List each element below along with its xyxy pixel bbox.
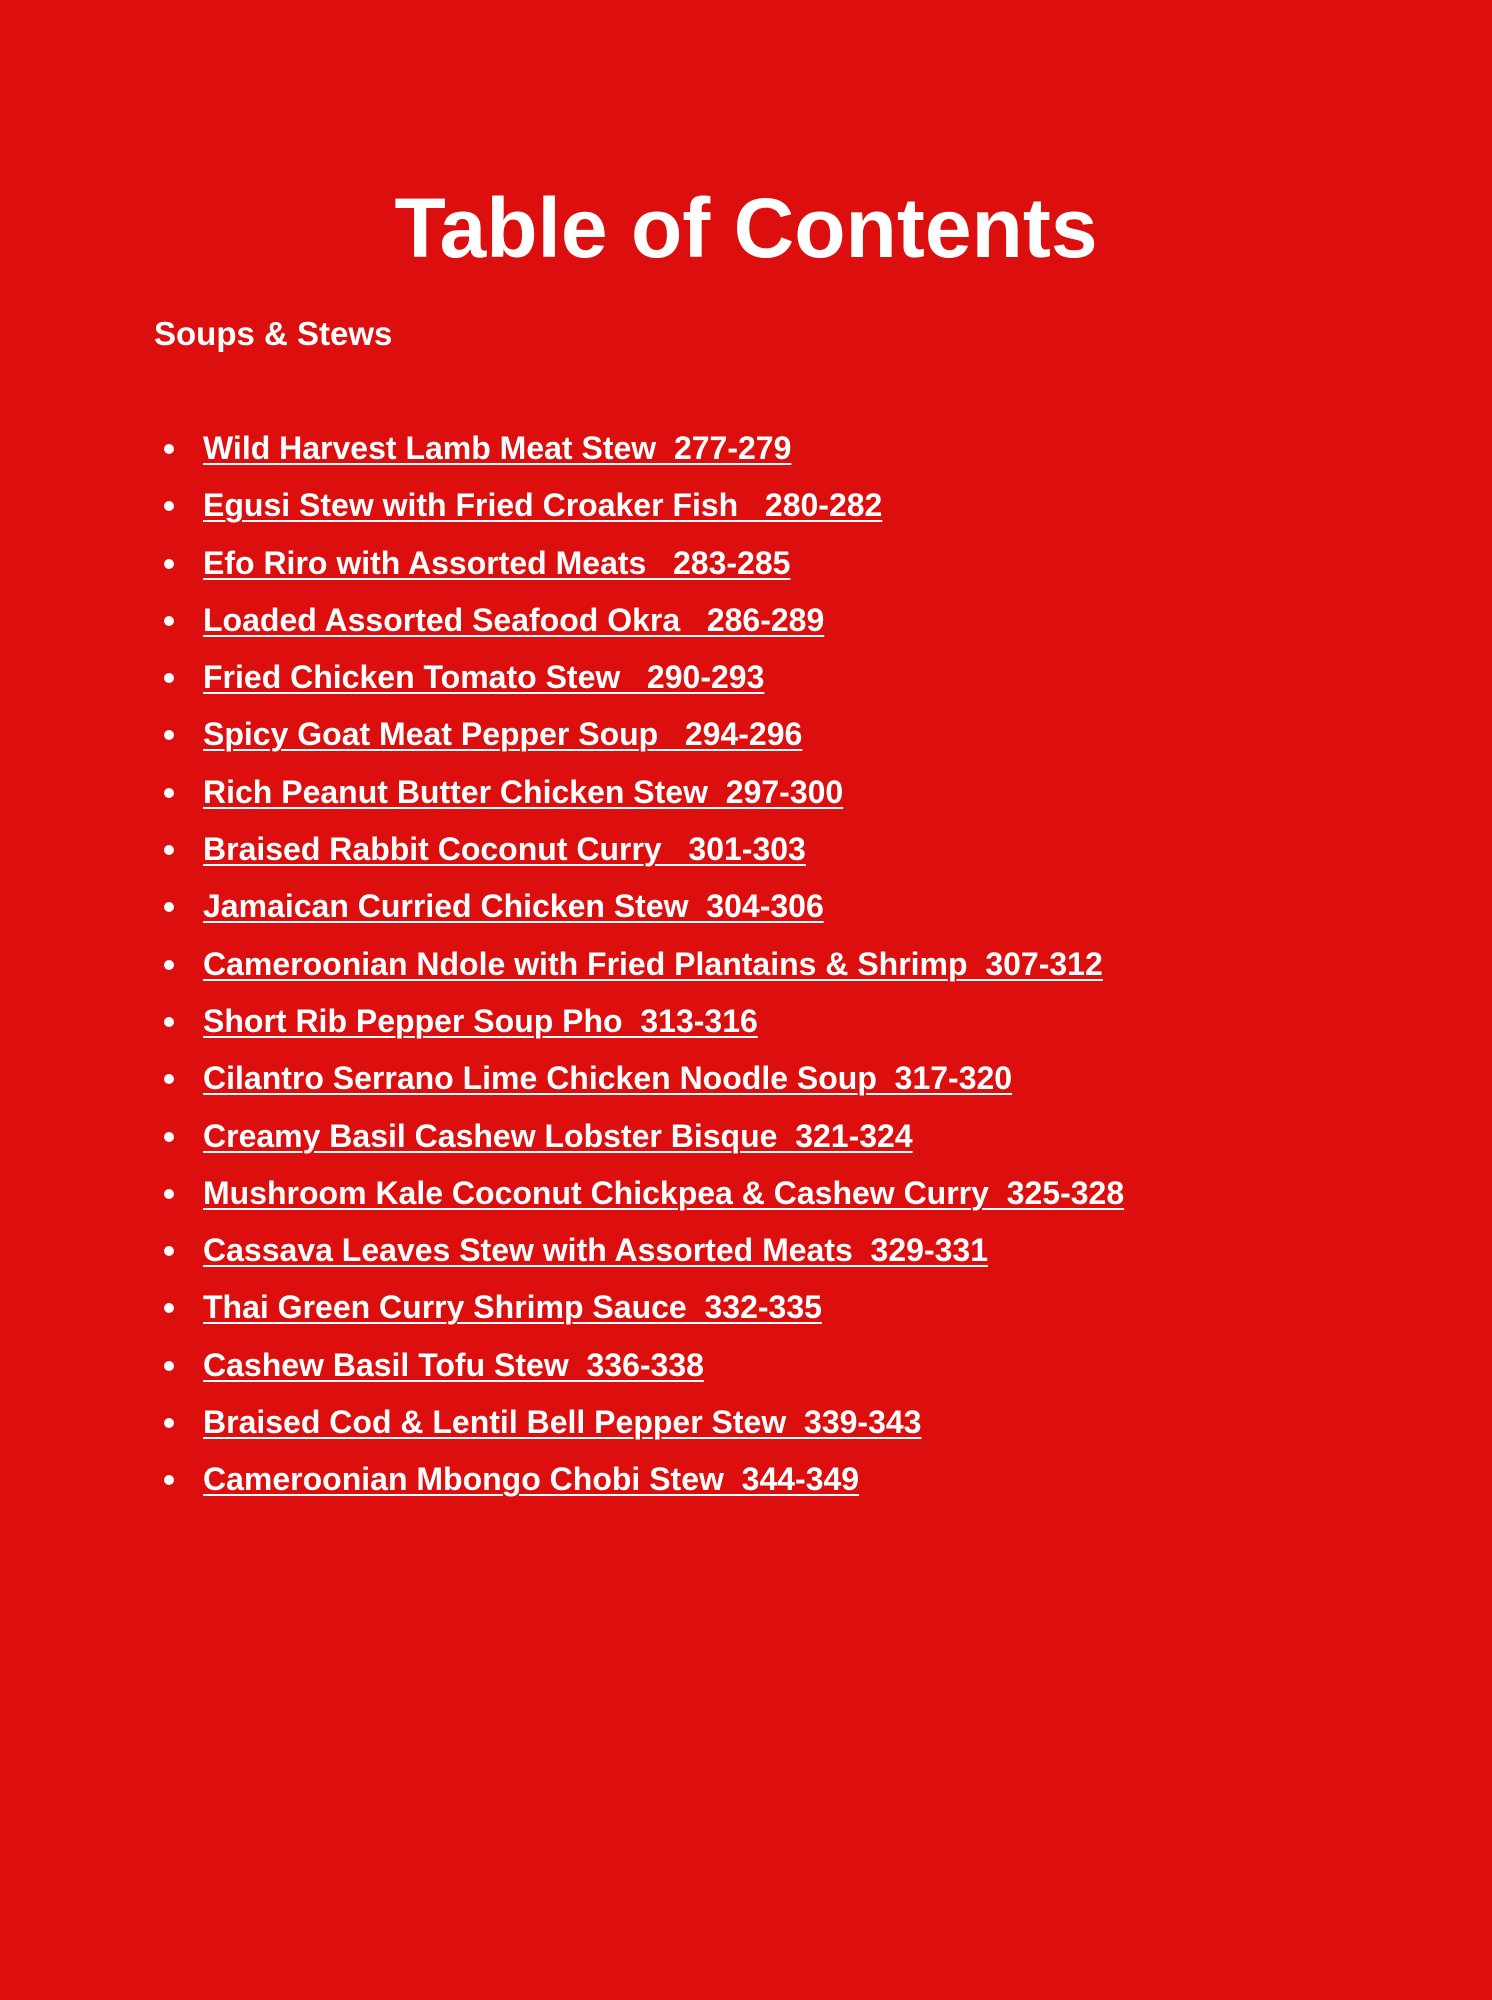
toc-link-wild-harvest-lamb[interactable]: Wild Harvest Lamb Meat Stew 277-279 <box>203 430 792 466</box>
toc-item <box>154 477 1124 534</box>
toc-item <box>154 1050 1124 1107</box>
toc-item <box>154 1394 1124 1451</box>
bullet-icon <box>164 788 174 798</box>
bullet-icon <box>164 1017 174 1027</box>
toc-link-peanut-butter-stew[interactable]: Rich Peanut Butter Chicken Stew 297-300 <box>203 773 844 810</box>
toc-link-ndole[interactable]: Cameroonian Ndole with Fried Plantains & Shrimp 307-312 <box>203 945 1103 982</box>
toc-link-short-rib-pho[interactable]: Short Rib Pepper Soup Pho 313-316 <box>203 1002 758 1039</box>
bullet-icon <box>164 1361 174 1371</box>
toc-link-goat-pepper-soup[interactable]: Spicy Goat Meat Pepper Soup 294-296 <box>203 716 803 753</box>
toc-link-rabbit-curry[interactable]: Braised Rabbit Coconut Curry 301-303 <box>203 831 806 868</box>
toc-link-noodle-soup[interactable]: Cilantro Serrano Lime Chicken Noodle Soup 317-320 <box>203 1060 1013 1097</box>
toc-link-chickpea-curry[interactable]: Mushroom Kale Coconut Chickpea & Cashew Curry 325-328 <box>203 1174 1125 1211</box>
toc-link-mbongo-chobi[interactable]: Cameroonian Mbongo Chobi Stew 344-349 <box>203 1461 860 1498</box>
toc-list <box>154 420 1124 1509</box>
bullet-icon <box>164 960 174 970</box>
toc-link-cassava-leaves[interactable]: Cassava Leaves Stew with Assorted Meats 329-331 <box>203 1232 988 1269</box>
toc-link-efo-riro[interactable]: Efo Riro with Assorted Meats 283-285 <box>203 544 791 581</box>
bullet-icon <box>164 1074 174 1084</box>
toc-link-lobster-bisque[interactable]: Creamy Basil Cashew Lobster Bisque 321-324 <box>203 1117 913 1154</box>
bullet-icon <box>164 673 174 683</box>
toc-item <box>154 1222 1124 1279</box>
bullet-icon <box>164 559 174 569</box>
page-title: Table of Contents <box>394 181 1098 275</box>
toc-link-seafood-okra[interactable]: Loaded Assorted Seafood Okra 286-289 <box>203 601 825 638</box>
toc-item <box>154 821 1124 878</box>
toc-item <box>154 535 1124 592</box>
toc-item <box>154 764 1124 821</box>
toc-item <box>154 1108 1124 1165</box>
bullet-icon <box>164 1418 174 1428</box>
bullet-icon <box>164 1132 174 1142</box>
bullet-icon <box>164 1475 174 1485</box>
toc-item <box>154 1337 1124 1394</box>
bullet-icon <box>164 1303 174 1313</box>
toc-link-thai-green-curry[interactable]: Thai Green Curry Shrimp Sauce 332-335 <box>203 1289 822 1326</box>
toc-item <box>154 1451 1124 1508</box>
toc-link-cod-lentil-stew[interactable]: Braised Cod & Lentil Bell Pepper Stew 339-343 <box>203 1404 922 1441</box>
bullet-icon <box>164 501 174 511</box>
toc-item <box>154 706 1124 763</box>
toc-item <box>154 1165 1124 1222</box>
toc-item <box>154 420 1124 477</box>
toc-item <box>154 649 1124 706</box>
bullet-icon <box>164 616 174 626</box>
bullet-icon <box>164 1189 174 1199</box>
bullet-icon <box>164 1246 174 1256</box>
bullet-icon <box>164 845 174 855</box>
bullet-icon <box>164 444 174 454</box>
toc-item <box>154 936 1124 993</box>
section-heading: Soups & Stews <box>154 315 393 352</box>
toc-link-chicken-tomato-stew[interactable]: Fried Chicken Tomato Stew 290-293 <box>203 659 765 696</box>
toc-item <box>154 878 1124 935</box>
toc-item <box>154 1279 1124 1336</box>
toc-item <box>154 592 1124 649</box>
bullet-icon <box>164 730 174 740</box>
bullet-icon <box>164 902 174 912</box>
toc-item <box>154 993 1124 1050</box>
toc-link-jamaican-chicken[interactable]: Jamaican Curried Chicken Stew 304-306 <box>203 888 824 925</box>
toc-link-tofu-stew[interactable]: Cashew Basil Tofu Stew 336-338 <box>203 1346 704 1383</box>
toc-link-egusi-stew[interactable]: Egusi Stew with Fried Croaker Fish 280-282 <box>203 487 883 524</box>
